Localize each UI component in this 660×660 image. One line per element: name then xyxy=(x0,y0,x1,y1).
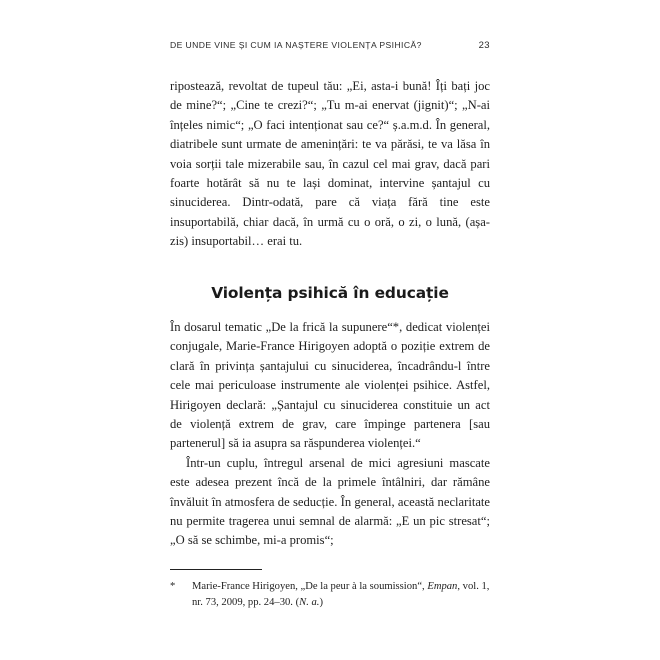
paragraph: ripostează, revoltat de tupeul tău: „Ei, asta-i bună! Îți bați joc de mine?“; „Cine te crezi?“; „Tu m-ai enervat (jignit)“; „N-ai înțeles nimic“; „O faci intenționat sau ce?“ ș.a.m.d. În general, diatribele sunt urmate de amenințări: te va părăsi, te va lăsa în voia sorții tale mizerabile sau, în cazul cel mai grav, dacă pari foarte hotărât să nu te lași dominat, intervine șantajul cu sinuciderea. Dintr-odată, pare că viața fără tine este insuportabilă, chiar dacă, în urmă cu o oră, o zi, o lună, (așa-zis) insuportabil… erai tu. xyxy=(170,79,490,249)
section-heading: Violența psihică în educație xyxy=(211,284,449,302)
running-title: DE UNDE VINE ȘI CUM IA NAȘTERE VIOLENȚA PSIHICĂ? xyxy=(170,40,422,50)
footnote-mark: * xyxy=(170,581,176,592)
footnote-divider xyxy=(170,569,262,570)
paragraph: În dosarul tematic „De la frică la supunere“*, dedicat violenței conjugale, Marie-France Hirigoyen adoptă o poziție extrem de clară în privința șantajului cu sinuciderea, încadrându-l între cele mai periculoase instrumente ale violenței psihice. Astfel, Hirigoyen declară: „Șantajul cu sinuciderea constituie un act de violență extrem de grav, care împinge partenera [sau partenerul] să ia asupra sa răspunderea violenței.“ xyxy=(170,320,490,451)
running-header xyxy=(170,40,490,54)
footnote-text: Marie-France Hirigoyen, „De la peur à la soumission“, Empan, vol. 1, nr. 73, 2009, pp. 24–30. (N. a.) xyxy=(192,581,490,608)
paragraph: Într-un cuplu, întregul arsenal de mici agresiuni mascate este adesea prezent încă de la primele întâlniri, dar rămâne învăluit în atmosfera de seducție. În general, această neclaritate nu permite tragerea unui semnal de alarmă: „E un pic stresat“; „O să se schimbe, mi-a promis“; xyxy=(170,455,490,548)
page-number: 23 xyxy=(478,40,490,51)
body-text-top xyxy=(170,77,490,252)
body-text-bottom xyxy=(170,318,490,551)
footnote xyxy=(170,579,490,611)
